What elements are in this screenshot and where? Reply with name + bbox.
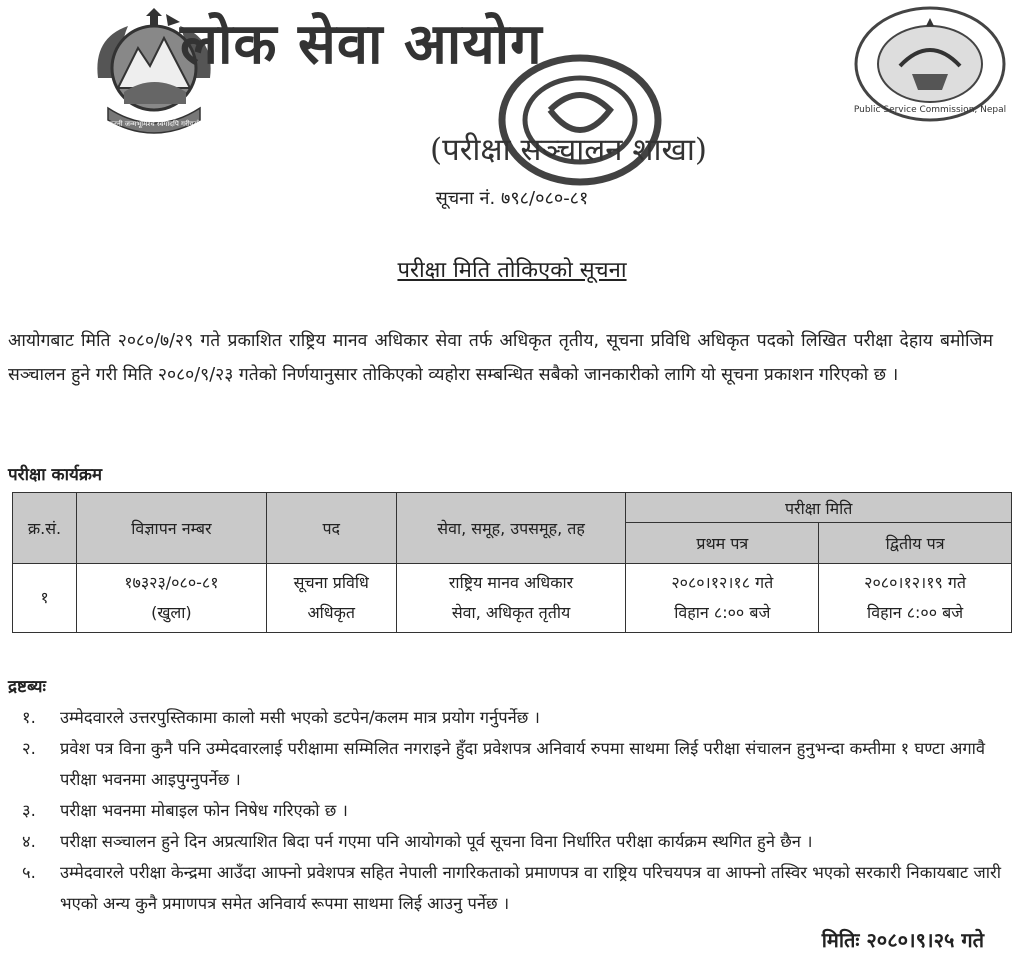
list-item bbox=[22, 857, 1012, 919]
service-line-1: राष्ट्रिय मानव अधिकार bbox=[448, 573, 574, 592]
col-header-ad-number: विज्ञापन नम्बर bbox=[76, 493, 266, 564]
cell-post bbox=[266, 564, 396, 633]
first-paper-time: विहान ८:०० बजे bbox=[674, 603, 771, 622]
schedule-heading: परीक्षा कार्यक्रम bbox=[8, 465, 103, 485]
cell-sn: १ bbox=[13, 564, 77, 633]
notice-title: परीक्षा मिति तोकिएको सूचना bbox=[397, 258, 627, 283]
ad-type: (खुला) bbox=[151, 603, 192, 622]
cell-ad-number bbox=[76, 564, 266, 633]
col-header-first-paper: प्रथम पत्र bbox=[626, 523, 819, 564]
notes-list bbox=[22, 702, 1012, 919]
issue-date: मितिः २०८०।९।२५ गते bbox=[821, 928, 984, 952]
note-text: प्रवेश पत्र विना कुनै पनि उम्मेदवारलाई परीक्षामा सम्मिलित नगराइने हुँदा प्रवेशपत्र अनिवार्य रुपमा साथमा लिई परीक्षा संचालन हुनुभन्दा कम्तीमा १ घण्टा अगावै परीक्षा भवनमा आइपुग्नुपर्नेछ । bbox=[60, 739, 986, 789]
service-line-2: सेवा, अधिकृत तृतीय bbox=[451, 603, 571, 622]
table-row bbox=[13, 564, 1012, 633]
cell-service bbox=[396, 564, 626, 633]
list-item bbox=[22, 795, 1012, 826]
first-paper-date: २०८०।१२।१८ गते bbox=[671, 573, 774, 592]
note-number: ५. bbox=[22, 863, 36, 882]
notes-heading: द्रष्टब्यः bbox=[8, 677, 46, 697]
cell-first-paper bbox=[626, 564, 819, 633]
col-header-second-paper: द्वितीय पत्र bbox=[819, 523, 1012, 564]
note-number: ३. bbox=[22, 801, 36, 820]
second-paper-time: विहान ८:०० बजे bbox=[867, 603, 964, 622]
psc-logo-icon bbox=[850, 4, 1010, 124]
psc-logo-caption: Public Service Commission, Nepal bbox=[853, 105, 1007, 115]
list-item bbox=[22, 702, 1012, 733]
notice-header bbox=[0, 0, 1024, 283]
note-number: ४. bbox=[22, 832, 36, 851]
org-title: लोक सेवा आयोग bbox=[180, 11, 543, 77]
col-header-sn: क्र.सं. bbox=[13, 493, 77, 564]
note-text: परीक्षा सञ्चालन हुने दिन अप्रत्याशित बिदा पर्न गएमा पनि आयोगको पूर्व सूचना विना निर्धारित परीक्षा कार्यक्रम स्थगित हुने छैन । bbox=[60, 832, 813, 851]
note-text: परीक्षा भवनमा मोबाइल फोन निषेध गरिएको छ । bbox=[60, 801, 348, 820]
ad-number: १७३२३/०८०-८१ bbox=[124, 573, 219, 592]
list-item bbox=[22, 733, 1012, 795]
col-header-service: सेवा, समूह, उपसमूह, तह bbox=[396, 493, 626, 564]
svg-text:जननी जन्मभूमिश्च स्वर्गादपि गर: जननी जन्मभूमिश्च स्वर्गादपि गरीयसी bbox=[107, 120, 201, 128]
note-text: उम्मेदवारले उत्तरपुस्तिकामा कालो मसी भएको डटपेन/कलम मात्र प्रयोग गर्नुपर्नेछ । bbox=[60, 708, 540, 727]
note-number: २. bbox=[22, 739, 36, 758]
intro-paragraph: आयोगबाट मिति २०८०/७/२९ गते प्रकाशित राष्ट्रिय मानव अधिकार सेवा तर्फ अधिकृत तृतीय, सूचना प्रविधि अधिकृत पदको लिखित परीक्षा देहाय बमोजिम सञ्चालन हुने गरी मिति २०८०/९/२३ गतेको निर्णयानुसार तोकिएको व्यहोरा सम्बन्धित सबैको जानकारीको लागि यो सूचना प्रकाशन गरिएको छ । bbox=[8, 331, 993, 385]
col-header-post: पद bbox=[266, 493, 396, 564]
note-text: उम्मेदवारले परीक्षा केन्द्रमा आउँदा आफ्नो प्रवेशपत्र सहित नेपाली नागरिकताको प्रमाणपत्र वा राष्ट्रिय परिचयपत्र वा आफ्नो तस्विर भएको सरकारी निकायबाट जारी भएको अन्य कुनै प्रमाणपत्र समेत अनिवार्य रूपमा साथमा लिई आउनु पर्नेछ । bbox=[60, 863, 1002, 913]
second-paper-date: २०८०।१२।१९ गते bbox=[864, 573, 967, 592]
cell-second-paper bbox=[819, 564, 1012, 633]
branch-name: (परीक्षा सञ्चालन शाखा) bbox=[430, 132, 707, 168]
exam-schedule-table bbox=[12, 492, 1012, 633]
col-header-exam-date: परीक्षा मिति bbox=[626, 493, 1012, 523]
list-item bbox=[22, 826, 1012, 857]
note-number: १. bbox=[22, 708, 36, 727]
post-line-1: सूचना प्रविधि bbox=[293, 573, 369, 592]
post-line-2: अधिकृत bbox=[307, 603, 356, 622]
notice-number: सूचना नं. ७९८/०८०-८१ bbox=[435, 188, 589, 209]
